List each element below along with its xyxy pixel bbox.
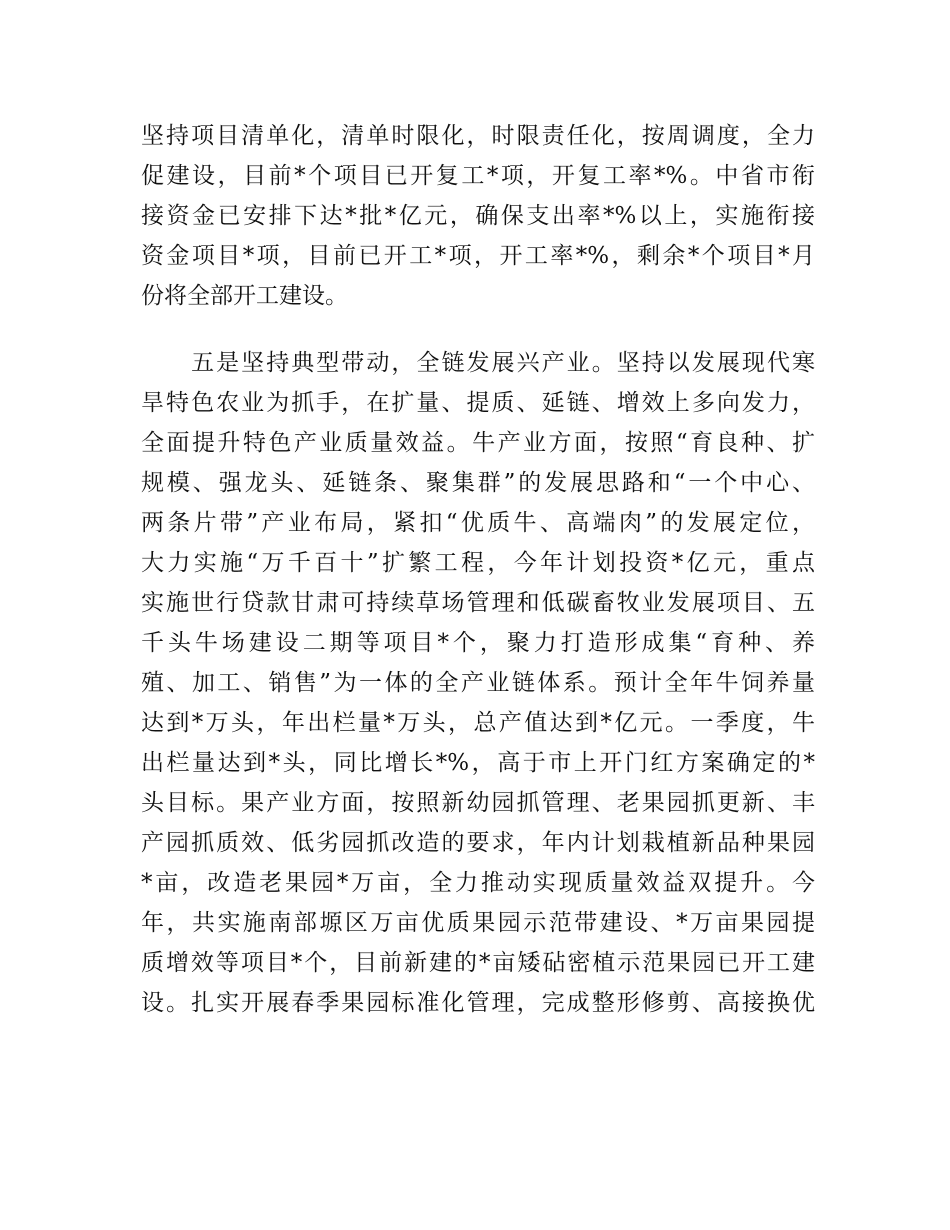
paragraph-line: 资金项目*项，目前已开工*项，开工率*%，剩余*个项目*月 [141, 243, 815, 269]
paragraph-line: 质增效等项目*个，目前新建的*亩矮砧密植示范果园已开工建 [141, 950, 815, 976]
paragraph-line: 大力实施“万千百十”扩繁工程，今年计划投资*亿元，重点 [141, 550, 815, 576]
paragraph-line: 两条片带”产业布局，紧扣“优质牛、高端肉”的发展定位， [141, 510, 815, 536]
paragraph-line: 接资金已安排下达*批*亿元，确保支出率*%以上，实施衔接 [141, 203, 815, 229]
paragraph-line: 年，共实施南部塬区万亩优质果园示范带建设、*万亩果园提 [141, 910, 815, 936]
paragraph-line: 坚持项目清单化，清单时限化，时限责任化，按周调度，全力 [141, 123, 815, 149]
paragraph-1 [141, 116, 815, 316]
paragraph-line: 全面提升特色产业质量效益。牛产业方面，按照“育良种、扩 [141, 430, 815, 456]
paragraph-line: 产园抓质效、低劣园抓改造的要求，年内计划栽植新品种果园 [141, 830, 815, 856]
paragraph-line: 出栏量达到*头，同比增长*%，高于市上开门红方案确定的* [141, 750, 815, 776]
paragraph-line: 规模、强龙头、延链条、聚集群”的发展思路和“一个中心、 [141, 470, 815, 496]
paragraph-line: 五是坚持典型带动，全链发展兴产业。坚持以发展现代寒 [141, 350, 815, 376]
paragraph-line: 实施世行贷款甘肃可持续草场管理和低碳畜牧业发展项目、五 [141, 590, 815, 616]
paragraph-line: 旱特色农业为抓手，在扩量、提质、延链、增效上多向发力， [141, 390, 815, 416]
paragraph-line: 份将全部开工建设。 [141, 283, 348, 309]
paragraph-line: 头目标。果产业方面，按照新幼园抓管理、老果园抓更新、丰 [141, 790, 815, 816]
paragraph-line: 千头牛场建设二期等项目*个，聚力打造形成集“育种、养 [141, 630, 815, 656]
paragraph-line: 促建设，目前*个项目已开复工*项，开复工率*%。中省市衔 [141, 163, 815, 189]
paragraph-line: *亩，改造老果园*万亩，全力推动实现质量效益双提升。今 [141, 870, 815, 896]
paragraph-line: 达到*万头，年出栏量*万头，总产值达到*亿元。一季度，牛 [141, 710, 815, 736]
paragraph-line: 殖、加工、销售”为一体的全产业链体系。预计全年牛饲养量 [141, 670, 815, 696]
paragraph-2 [141, 343, 815, 1023]
paragraph-line: 设。扎实开展春季果园标准化管理，完成整形修剪、高接换优 [141, 990, 815, 1016]
